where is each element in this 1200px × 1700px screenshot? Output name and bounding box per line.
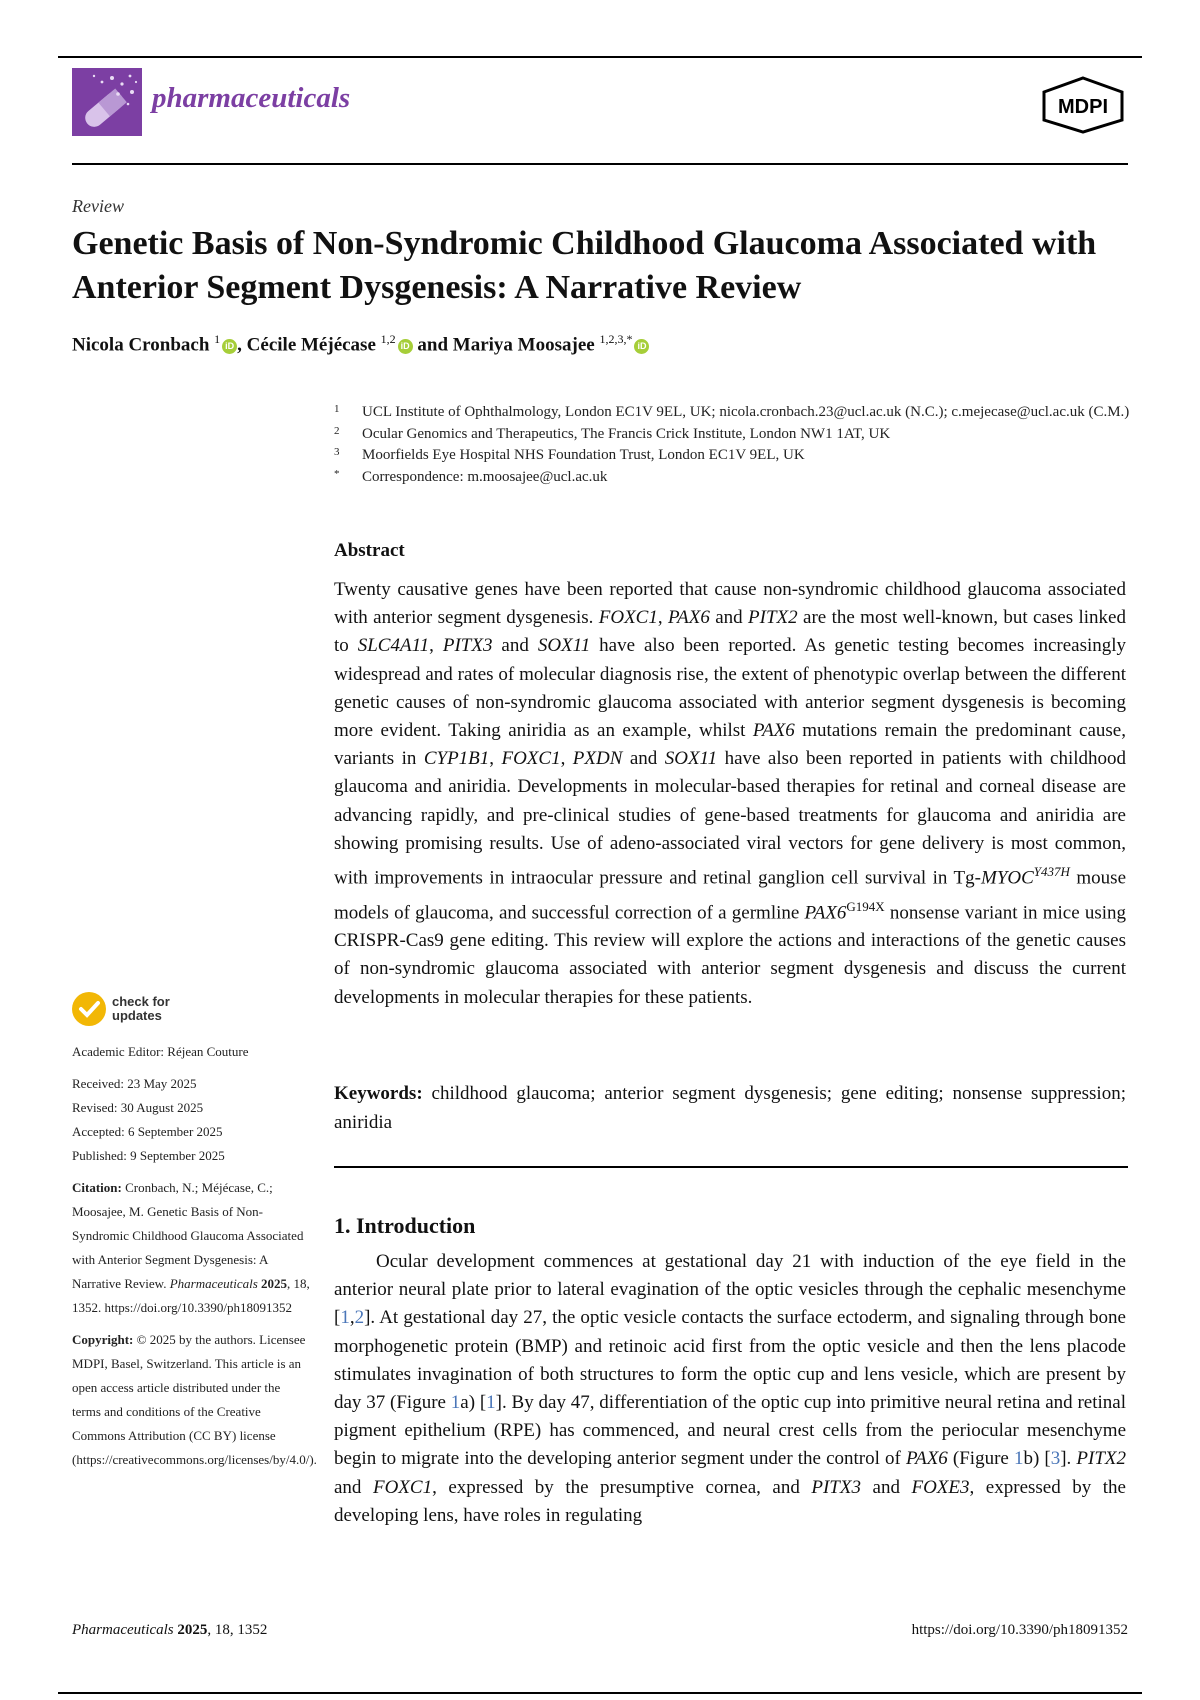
text-run: and <box>622 748 665 770</box>
author-separator: and <box>412 334 453 356</box>
copyright-text: © 2025 by the authors. Licensee MDPI, Basel, Switzerland. This article is an open access article distributed under the terms and conditions of the Creative Commons Attribution (CC BY) license (https://creativecommons.org/licenses/by/4.0/). <box>72 1332 317 1467</box>
text-run: , <box>429 635 443 657</box>
copyright-label: Copyright: <box>72 1332 134 1347</box>
gene-name: Y437H <box>1033 864 1070 880</box>
top-rule <box>58 56 1142 58</box>
footer-year: 2025 <box>177 1622 208 1638</box>
author-separator: , <box>237 334 247 356</box>
gene-name: PITX2 <box>1076 1448 1127 1470</box>
gene-name: PAX6 <box>905 1448 948 1470</box>
keywords <box>334 1080 1126 1137</box>
citation-journal: Pharmaceuticals <box>169 1276 258 1291</box>
affiliation-text: Ocular Genomics and Therapeutics, The Francis Crick Institute, London NW1 1AT, UK <box>362 425 891 442</box>
date-received: Received: 23 May 2025 <box>72 1076 197 1091</box>
text-run: , <box>489 748 502 770</box>
keywords-label: Keywords: <box>334 1083 423 1104</box>
footer-citation <box>72 1622 267 1639</box>
check-updates-line: check for <box>112 994 170 1009</box>
date-published: Published: 9 September 2025 <box>72 1148 225 1163</box>
gene-name: PITX2 <box>748 607 798 629</box>
text-run: b) [ <box>1023 1448 1051 1470</box>
orcid-icon[interactable]: iD <box>634 339 649 354</box>
mdpi-logo <box>1038 76 1128 134</box>
author-name[interactable]: Nicola Cronbach <box>72 334 210 356</box>
check-updates-label <box>112 995 170 1023</box>
text-run: are the most well-known, but cases linked to <box>334 607 1126 657</box>
text-run: and <box>492 635 538 657</box>
gene-name: SOX11 <box>537 635 591 657</box>
gene-name: MYOC <box>981 867 1034 889</box>
text-run: and <box>334 1476 373 1498</box>
check-for-updates-badge[interactable] <box>72 992 192 1032</box>
reference-link[interactable]: 1 <box>340 1307 350 1329</box>
author-name[interactable]: Mariya Moosajee <box>452 334 595 356</box>
author-list <box>72 332 649 356</box>
affiliation-item <box>334 467 1134 489</box>
bottom-rule <box>58 1692 1142 1694</box>
text-run: have also been reported in patients with childhood glaucoma and aniridia. Developments in molecular-based therapies for retinal and corneal disease are advancing rapidly, and pre-clinical studies of gene-based treatments for glaucoma and aniridia are showing promising results. Use of adeno-associated viral vectors for gene delivery is most common, with improvements in intraocular pressure and retinal ganglion cell survival in Tg- <box>334 748 1127 889</box>
mdpi-logo-text: MDPI <box>1058 96 1108 118</box>
gene-name: FOXE3 <box>911 1476 970 1498</box>
footer-volume: , 18, 1352 <box>207 1622 268 1638</box>
gene-name: SOX11 <box>664 748 718 770</box>
affiliation-mark: * <box>334 467 340 480</box>
text-run: and <box>709 607 749 629</box>
gene-name: PXDN <box>572 748 623 770</box>
text-run: have also been reported. As genetic testing becomes increasingly widespread and rates of molecular diagnosis rise, the extent of phenotypic overlap between the different genetic causes of non-syndromic glaucoma associated with anterior segment dysgenesis is becoming more evident. Taking aniridia as an example, whilst <box>334 635 1127 742</box>
journal-header <box>72 68 1128 144</box>
citation-year: 2025 <box>257 1276 288 1291</box>
text-run: Twenty causative genes have been reported that cause non-syndromic childhood glaucoma associated with anterior segment dysgenesis. <box>334 579 1126 629</box>
reference-link[interactable]: 1 <box>486 1392 496 1414</box>
article-type: Review <box>72 196 124 216</box>
text-run: a) [ <box>460 1392 487 1414</box>
gene-name: SLC4A11 <box>357 635 430 657</box>
text-run: ]. By day 47, differentiation of the optic cup into primitive neural retina and retinal pigment epithelium (RPE) has commenced, and neural crest cells from the periocular mesenchyme begin to migrate into the developing anterior segment under the control of <box>334 1392 1126 1470</box>
author-affil-sup: 1 <box>214 332 221 346</box>
text-run: and <box>860 1476 912 1498</box>
gene-name: PAX6 <box>804 901 847 923</box>
author-name[interactable]: Cécile Méjécase <box>246 334 376 356</box>
citation-label: Citation: <box>72 1180 122 1195</box>
affiliation-mark: 2 <box>334 424 340 437</box>
abstract-heading: Abstract <box>334 540 405 561</box>
text-run: G194X <box>846 898 885 914</box>
affiliation-mark: 1 <box>334 403 340 415</box>
text-run: mutations remain the predominant cause, variants in <box>334 720 1126 770</box>
orcid-icon[interactable]: iD <box>222 339 237 354</box>
text-run: , <box>349 1307 355 1329</box>
text-run: ]. At gestational day 27, the optic vesicle contacts the surface ectoderm, and signaling through bone morphogenetic protein (BMP) and retinoic acid first from the optic vesicle and then the lens placode stimulates invagination of both structures to form the optic cup and lens vesicle, which are present by day 37 (Figure <box>334 1307 1126 1414</box>
article-info-sidebar <box>72 1040 317 1472</box>
gene-name: CYP1B1 <box>423 748 490 770</box>
author-affil-sup: 1,2,3,* <box>599 332 633 346</box>
author-affil-sup: 1,2 <box>380 332 396 346</box>
gene-name: PAX6 <box>667 607 710 629</box>
text-run: , <box>560 748 573 770</box>
article-title: Genetic Basis of Non-Syndromic Childhood Glaucoma Associated with Anterior Segment Dysgenesis: A Narrative Review <box>72 225 1097 306</box>
text-run: nonsense variant in mice using CRISPR-Cas9 gene editing. This review will explore the actions and interactions of the genetic causes of non-syndromic glaucoma associated with anterior segment dysgenesis and discuss the current developments in molecular therapies for these patients. <box>334 901 1127 1008</box>
text-run: (Figure <box>947 1448 1014 1470</box>
section-rule <box>334 1166 1128 1168</box>
reference-link[interactable]: 3 <box>1050 1448 1061 1470</box>
affiliation-item <box>334 402 1134 424</box>
affiliation-item <box>334 445 1134 467</box>
citation <box>72 1176 312 1320</box>
introduction-body <box>334 1248 1126 1530</box>
citation-text: Cronbach, N.; Méjécase, C.; Moosajee, M. Genetic Basis of Non-Syndromic Childhood Glaucoma Associated with Anterior Segment Dysgenesis: A Narrative Review. <box>72 1180 304 1291</box>
text-run: ]. <box>1060 1448 1077 1470</box>
check-updates-icon <box>72 992 106 1026</box>
check-updates-line: updates <box>112 1008 162 1023</box>
date-revised: Revised: 30 August 2025 <box>72 1100 204 1115</box>
gene-name: FOXC1 <box>598 607 658 629</box>
footer-journal: Pharmaceuticals <box>72 1622 174 1638</box>
reference-link[interactable]: 1 <box>1013 1448 1024 1470</box>
affiliations <box>334 402 1134 488</box>
date-accepted: Accepted: 6 September 2025 <box>72 1124 223 1139</box>
reference-link[interactable]: 1 <box>450 1392 461 1414</box>
gene-name: FOXC1 <box>372 1476 433 1498</box>
gene-name: PITX3 <box>442 635 493 657</box>
affiliation-mark: 3 <box>334 446 340 458</box>
text-run: , expressed by the developing lens, have roles in regulating <box>334 1476 1126 1526</box>
text-run: Ocular development commences at gestational day 21 with induction of the eye field in the anterior neural plate prior to lateral evagination of the optic vesicles through the cephalic mesenchyme [ <box>334 1251 1126 1329</box>
keywords-text: childhood glaucoma; anterior segment dysgenesis; gene editing; nonsense suppression; aniridia <box>334 1083 1126 1133</box>
header-rule <box>72 163 1128 165</box>
orcid-icon[interactable]: iD <box>398 339 413 354</box>
text-run: , <box>657 607 668 629</box>
abstract-body <box>334 576 1126 1012</box>
gene-name: FOXC1 <box>501 748 561 770</box>
gene-name: PITX3 <box>811 1476 861 1498</box>
journal-name: pharmaceuticals <box>152 82 351 114</box>
affiliation-text: Correspondence: m.moosajee@ucl.ac.uk <box>362 468 608 485</box>
affiliation-item <box>334 424 1134 446</box>
text-run: , expressed by the presumptive cornea, and <box>432 1476 812 1498</box>
gene-name: PAX6 <box>752 720 795 742</box>
footer-doi[interactable]: https://doi.org/10.3390/ph18091352 <box>911 1622 1128 1638</box>
journal-logo-icon <box>72 68 142 136</box>
citation-rest[interactable]: , 18, 1352. https://doi.org/10.3390/ph18091352 <box>72 1276 310 1315</box>
affiliation-text: Moorfields Eye Hospital NHS Foundation Trust, London EC1V 9EL, UK <box>362 447 805 463</box>
copyright <box>72 1328 317 1472</box>
section-heading-introduction: 1. Introduction <box>334 1213 476 1238</box>
text-run: mouse models of glaucoma, and successful correction of a germline <box>334 867 1126 923</box>
affiliation-text: UCL Institute of Ophthalmology, London EC1V 9EL, UK; nicola.cronbach.23@ucl.ac.uk (N.C.); c.mejecase@ucl.ac.uk (C.M.) <box>362 404 1130 420</box>
academic-editor: Academic Editor: Réjean Couture <box>72 1044 249 1059</box>
reference-link[interactable]: 2 <box>354 1307 365 1329</box>
